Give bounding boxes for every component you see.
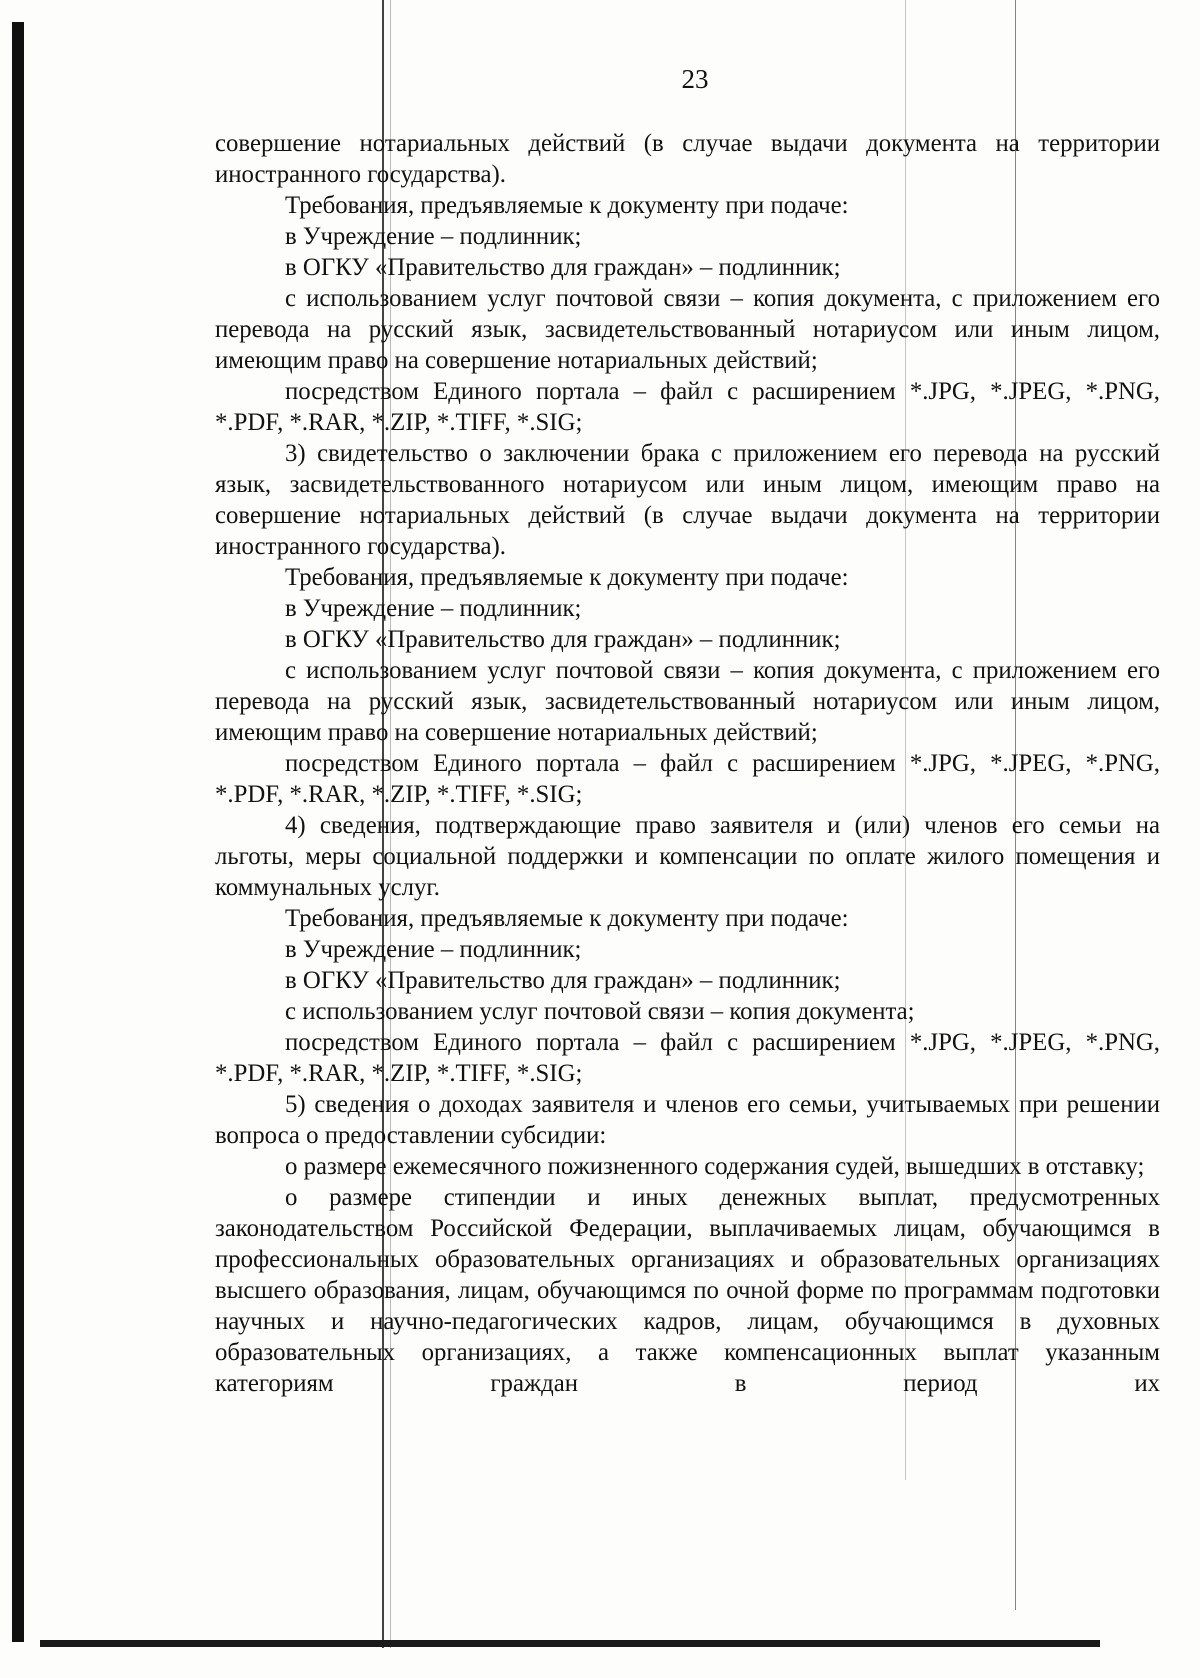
paragraph: с использованием услуг почтовой связи – копия документа; bbox=[285, 998, 915, 1025]
paragraph: Требования, предъявляемые к документу при подаче: bbox=[285, 905, 849, 932]
document-body bbox=[215, 128, 1160, 1399]
paragraph: в ОГКУ «Правительство для граждан» – подлинник; bbox=[285, 626, 841, 653]
scan-bottom-edge bbox=[40, 1640, 1100, 1647]
paragraph: в ОГКУ «Правительство для граждан» – подлинник; bbox=[285, 967, 841, 994]
paragraph: в Учреждение – подлинник; bbox=[285, 595, 582, 622]
paragraph: 5) сведения о доходах заявителя и членов его семьи, учитываемых при решении вопроса о предоставлении субсидии: bbox=[215, 1091, 1160, 1149]
page-number: 23 bbox=[681, 64, 709, 94]
paragraph: в ОГКУ «Правительство для граждан» – подлинник; bbox=[285, 254, 841, 281]
paragraph: посредством Единого портала – файл с расширением *.JPG, *.JPEG, *.PNG, *.PDF, *.RAR, *.ZIP, *.TIFF, *.SIG; bbox=[215, 750, 1160, 808]
paragraph: 3) свидетельство о заключении брака с приложением его перевода на русский язык, засвидетельствованного нотариусом или иным лицом, имеющим право на совершение нотариальных действий (в случае выдачи документа на территории иностранного государства). bbox=[215, 440, 1160, 560]
paragraph: о размере стипендии и иных денежных выплат, предусмотренных законодательством Российской Федерации, выплачиваемых лицам, обучающимся в профессиональных образовательных организациях и образовательных организациях высшего образования, лицам, обучающимся по очной форме по программам подготовки научных и научно-педагогических кадров, лицам, обучающимся в духовных образовательных организациях, а также компенсационных выплат указанным категориям граждан в период их bbox=[215, 1184, 1160, 1397]
paragraph: Требования, предъявляемые к документу при подаче: bbox=[285, 564, 849, 591]
paragraph: в Учреждение – подлинник; bbox=[285, 936, 582, 963]
paragraph: в Учреждение – подлинник; bbox=[285, 223, 582, 250]
paragraph: 4) сведения, подтверждающие право заявителя и (или) членов его семьи на льготы, меры социальной поддержки и компенсации по оплате жилого помещения и коммунальных услуг. bbox=[215, 812, 1160, 901]
scan-edge-shadow bbox=[12, 22, 24, 1642]
paragraph: о размере ежемесячного пожизненного содержания судей, вышедших в отставку; bbox=[285, 1153, 1145, 1180]
paragraph: посредством Единого портала – файл с расширением *.JPG, *.JPEG, *.PNG, *.PDF, *.RAR, *.ZIP, *.TIFF, *.SIG; bbox=[215, 1029, 1160, 1087]
paragraph: Требования, предъявляемые к документу при подаче: bbox=[285, 192, 849, 219]
paragraph: посредством Единого портала – файл с расширением *.JPG, *.JPEG, *.PNG, *.PDF, *.RAR, *.ZIP, *.TIFF, *.SIG; bbox=[215, 378, 1160, 436]
paragraph: с использованием услуг почтовой связи – копия документа, с приложением его перевода на русский язык, засвидетельствованный нотариусом или иным лицом, имеющим право на совершение нотариальных действий; bbox=[215, 657, 1160, 746]
paragraph: совершение нотариальных действий (в случае выдачи документа на территории иностранного государства). bbox=[215, 130, 1160, 188]
paragraph: с использованием услуг почтовой связи – копия документа, с приложением его перевода на русский язык, засвидетельствованный нотариусом или иным лицом, имеющим право на совершение нотариальных действий; bbox=[215, 285, 1160, 374]
